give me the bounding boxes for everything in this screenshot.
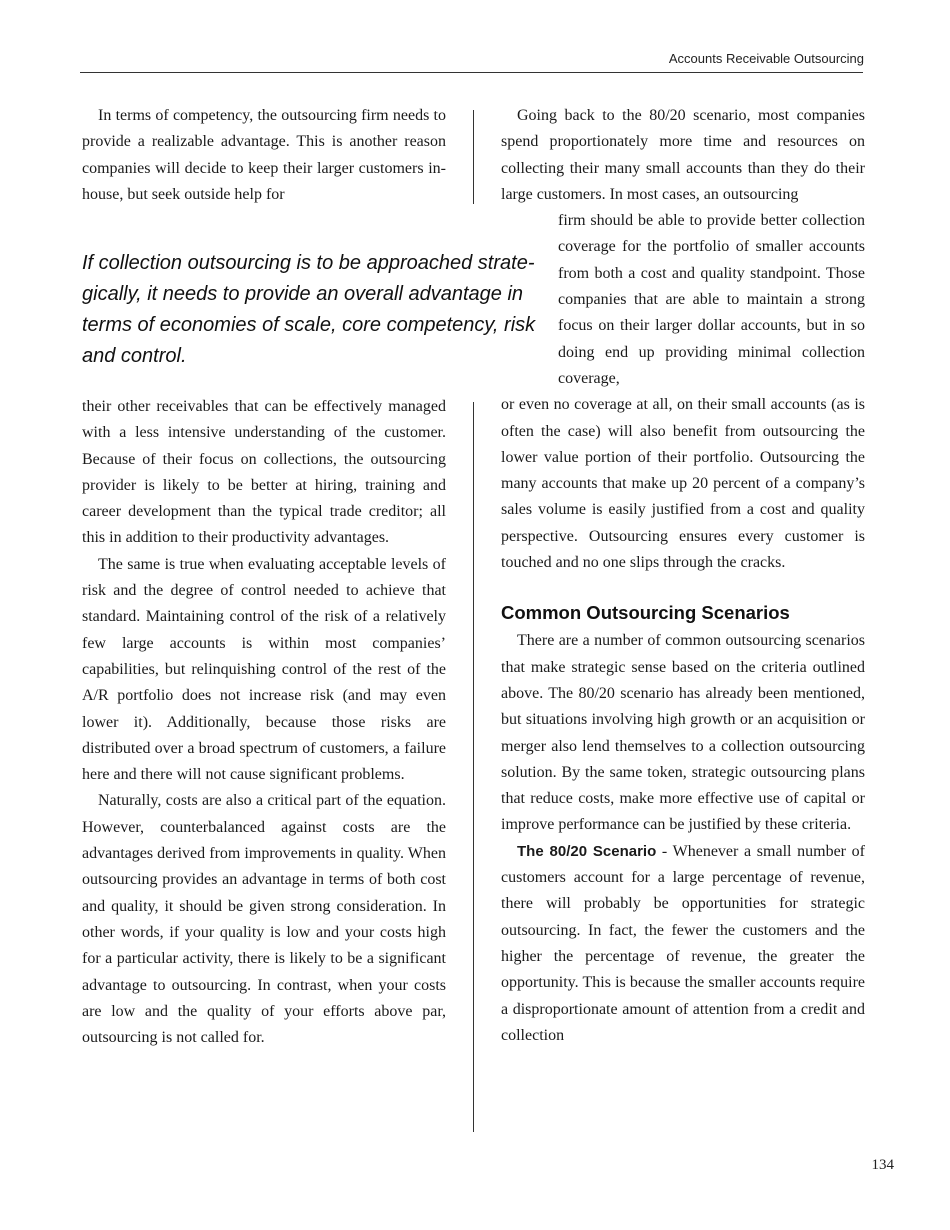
page-number: 134 — [871, 1157, 894, 1173]
pull-quote: If collection outsourcing is to be approached strate-gically, it needs to provide an overall advantage in terms of economies of scale, core competency, risk and control. — [82, 252, 536, 367]
column-divider-bottom — [473, 402, 474, 1132]
section-heading: Common Outsourcing Scenarios — [501, 602, 790, 624]
left-para-3: Naturally, costs are also a critical part of the equation. However, counterbalanced against costs are the advantages derived from improvements in quality. When outsourcing provides an advantage in terms of both cost and quality, it should be given strong consideration. In other words, if your quality is low and your costs high for a particular activity, there is likely to be a significant advantage to outsourcing. In contrast, when your costs are low and the quality of your efforts above par, outsourcing is not called for. — [82, 792, 446, 1047]
left-para-2: The same is true when evaluating acceptable levels of risk and the degree of control needed to achieve that standard. Maintaining control of the risk of a relatively few large accounts is within most companies’ capabilities, but relinquishing control of the rest of the A/R portfolio does not increase risk (and may even lower it). Additionally, because those risks are distributed over a broad spectrum of customers, a failure here and there will not cause significant problems. — [82, 555, 446, 784]
scenario-text: - Whenever a small number of customers account for a large percentage of revenue, there will probably be opportunities for strategic outsourcing. In fact, the fewer the customers and the higher the percentage of revenue, the greater the opportunity. This is because the smaller accounts require a disproportionate amount of attention from a credit and collection — [501, 842, 865, 1044]
left-para-1-start: In terms of competency, the outsourcing firm needs to provide a realizable advantage. This is another reason companies will decide to keep their larger customers in-house, but seek outside help for — [82, 107, 446, 203]
column-divider-top — [473, 110, 474, 204]
right-para-1-rest: or even no coverage at all, on their small accounts (as is often the case) will also benefit from outsourcing the lower value portion of their portfolio. Outsourcing the many accounts that make up 20 percent of a company’s sales volume is easily justified from a cost and quality perspective. Outsourcing ensures every customer is touched and no one slips through the cracks. — [501, 396, 865, 572]
right-para-1-start: Going back to the 80/20 scenario, most companies spend proportionately more time and resources on collecting their many small accounts than they do their large customers. In most cases, an outsourcing — [501, 107, 865, 203]
header-rule — [80, 72, 863, 73]
right-section-para: There are a number of common outsourcing scenarios that make strategic sense based on the criteria outlined above. The 80/20 scenario has already been mentioned, but situations involving high growth or an acquisition or merger also lend themselves to a collection outsourcing solution. By the same token, strategic outsourcing plans that reduce costs, make more effective use of capital or improve performance can be justified by these criteria. — [501, 632, 865, 834]
left-column-bottom — [82, 394, 446, 1051]
right-scenario-para — [501, 839, 865, 1049]
scenario-label: The 80/20 Scenario — [517, 842, 657, 860]
right-column — [501, 103, 865, 1049]
left-para-1-continued: their other receivables that can be effectively managed with a less intensive understanding of the customer. Because of their focus on collections, the outsourcing provider is likely to be better at hiring, training and career development than the typical trade creditor; all this in addition to their productivity advantages. — [82, 398, 446, 547]
right-para-1-indented: firm should be able to provide better collection coverage for the portfolio of smaller accounts from both a cost and quality standpoint. Those companies that are able to maintain a strong focus on their larger dollar accounts, but in so doing end up providing minimal collection coverage, — [558, 212, 865, 387]
right-para-1-wrapped — [558, 208, 865, 392]
running-header: Accounts Receivable Outsourcing — [668, 51, 864, 66]
left-column-top — [82, 103, 446, 208]
